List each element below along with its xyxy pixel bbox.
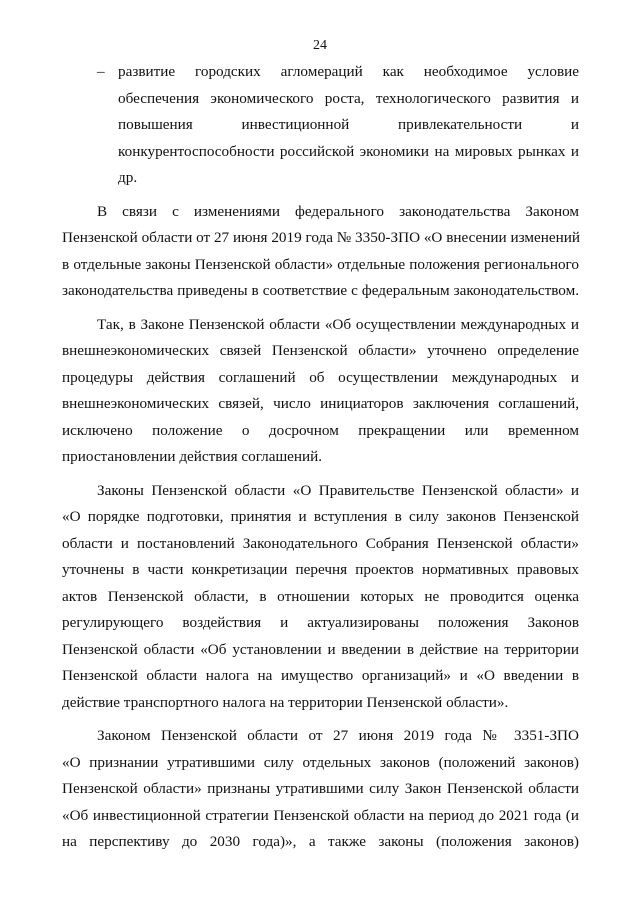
paragraph-3-line-4: уточнены в части конкретизации перечня проектов нормативных правовых (62, 561, 579, 578)
paragraph-4-line-2: «О признании утратившими силу отдельных законов (положений законов) (62, 754, 579, 771)
paragraph-4-line-4: «Об инвестиционной стратегии Пензенской области на период до 2021 года (и (62, 807, 579, 824)
paragraph-4-line-3: Пензенской области» признаны утратившими силу Закон Пензенской области (62, 780, 579, 797)
bullet-line-3: повышения инвестиционной привлекательности и (118, 116, 579, 133)
paragraph-2-line-3: процедуры действия соглашений об осуществлении международных и (62, 369, 579, 386)
paragraph-1-line-4: законодательства приведены в соответствие с федеральным законодательством. (62, 282, 579, 299)
paragraph-2-line-2: внешнеэкономических связей Пензенской области» уточнено определение (62, 342, 579, 359)
paragraph-4-line-1: Законом Пензенской области от 27 июня 2019 года № 3351-ЗПО (97, 727, 579, 744)
paragraph-3-line-2: «О порядке подготовки, принятия и вступления в силу законов Пензенской (62, 508, 579, 525)
paragraph-3-line-6: регулирующего воздействия и актуализированы положения Законов (62, 614, 579, 631)
bullet-line-5: др. (118, 169, 138, 186)
paragraph-3-line-5: актов Пензенской области, в отношении которых не проводится оценка (62, 588, 579, 605)
bullet-dash: – (97, 63, 105, 80)
paragraph-2-line-4: внешнеэкономических связей, число инициаторов заключения соглашений, (62, 395, 579, 412)
paragraph-3-line-3: области и постановлений Законодательного Собрания Пензенской области» (62, 535, 579, 552)
paragraph-1-line-1: В связи с изменениями федерального законодательства Законом (97, 203, 579, 220)
bullet-line-4: конкурентоспособности российской экономики на мировых рынках и (118, 143, 579, 160)
paragraph-1-line-3: в отдельные законы Пензенской области» отдельные положения регионального (62, 256, 579, 273)
bullet-line-2: обеспечения экономического роста, технологического развития и (118, 90, 579, 107)
paragraph-2-line-5: исключено положение о досрочном прекращении или временном (62, 422, 579, 439)
paragraph-1-line-2: Пензенской области от 27 июня 2019 года № 3350-ЗПО «О внесении изменений (62, 229, 580, 246)
paragraph-3-line-8: Пензенской области налога на имущество организаций» и «О введении в (62, 667, 579, 684)
paragraph-2-line-1: Так, в Законе Пензенской области «Об осуществлении международных и (97, 316, 579, 333)
paragraph-3-line-7: Пензенской области «Об установлении и введении в действие на территории (62, 641, 579, 658)
bullet-line-1: развитие городских агломераций как необходимое условие (118, 63, 579, 80)
paragraph-2-line-6: приостановлении действия соглашений. (62, 448, 323, 465)
paragraph-3-line-1: Законы Пензенской области «О Правительстве Пензенской области» и (97, 482, 579, 499)
page-number: 24 (313, 38, 327, 53)
paragraph-4-line-5: на перспективу до 2030 года)», а также законы (положения законов) (62, 833, 579, 850)
paragraph-3-line-9: действие транспортного налога на территории Пензенской области». (62, 694, 509, 711)
